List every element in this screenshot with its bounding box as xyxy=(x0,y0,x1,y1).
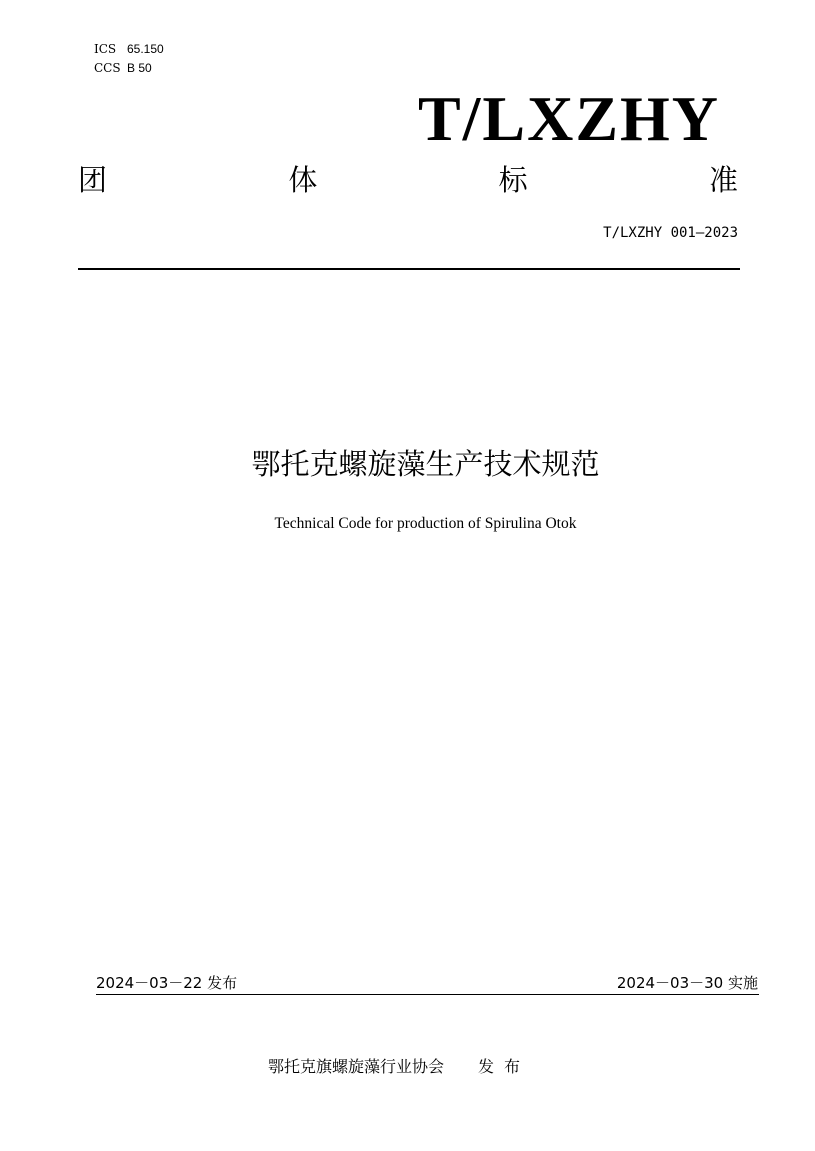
standard-type-char: 团 xyxy=(78,163,108,197)
bottom-divider xyxy=(96,994,759,995)
title-chinese: 鄂托克螺旋藻生产技术规范 xyxy=(251,447,600,481)
ics-value: 65.150 xyxy=(127,42,164,56)
standard-type-char: 体 xyxy=(288,163,318,197)
ccs-value: B 50 xyxy=(127,61,152,75)
classification-codes xyxy=(94,40,164,78)
title-english: Technical Code for production of Spirulina Otok xyxy=(274,515,577,532)
publisher xyxy=(268,1054,530,1077)
ccs-row xyxy=(94,59,164,78)
publish-date: 2024－03－22 发布 xyxy=(96,974,238,992)
implementation-date: 2024－03－30 实施 xyxy=(616,974,758,992)
ics-label: ICS xyxy=(94,42,117,56)
standard-type-char: 准 xyxy=(708,163,738,197)
publisher-name: 鄂托克旗螺旋藻行业协会 xyxy=(268,1057,445,1076)
top-divider xyxy=(78,268,740,270)
publisher-action: 发布 xyxy=(478,1057,531,1076)
standard-type xyxy=(78,160,738,200)
standard-number: T/LXZHY 001—2023 xyxy=(603,225,738,241)
standard-type-char: 标 xyxy=(498,163,528,197)
ics-row xyxy=(94,40,164,59)
standard-code-logo: T/LXZHY xyxy=(417,83,720,154)
ccs-label: CCS xyxy=(94,61,121,75)
